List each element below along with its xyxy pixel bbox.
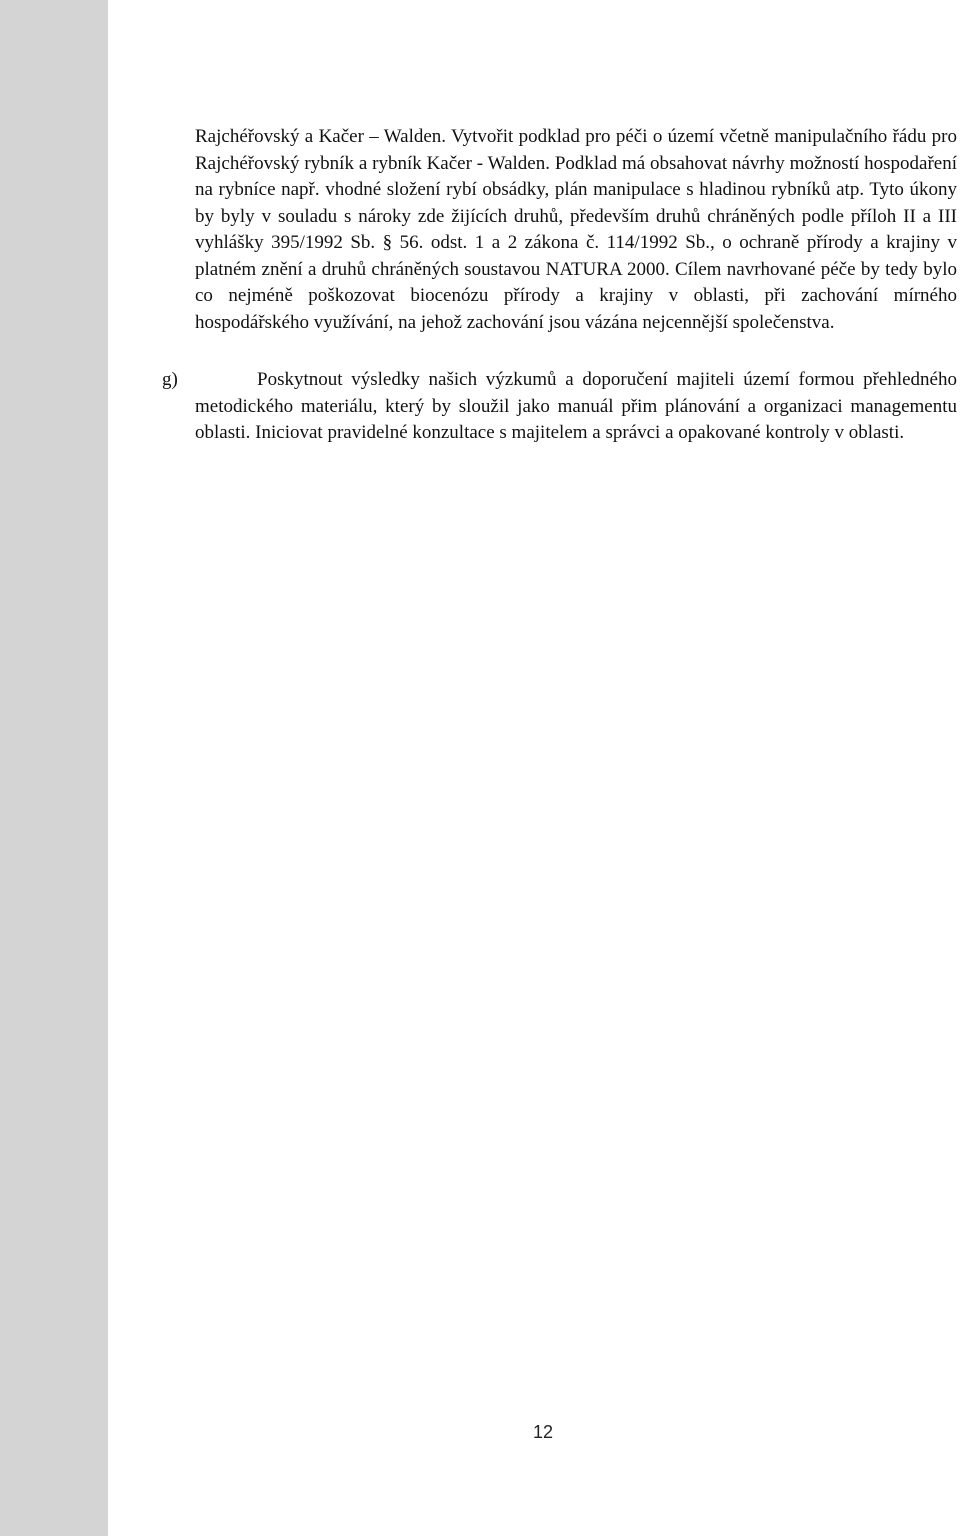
- list-item-text: Poskytnout výsledky našich výzkumů a doporučení majiteli území formou přehledného metodického materiálu, který by sloužil jako manuál přim plánování a organizaci managementu oblasti. Iniciovat pravidelné konzultace s majitelem a správci a opakované kontroly v oblasti.: [195, 369, 957, 443]
- list-item-g: [162, 367, 957, 447]
- list-marker: g): [162, 369, 178, 390]
- document-body: [162, 124, 957, 447]
- page-side-band: [0, 0, 108, 1536]
- page-number: 12: [532, 1422, 554, 1442]
- continued-paragraph: Rajchéřovský a Kačer – Walden. Vytvořit podklad pro péči o území včetně manipulačního řádu pro Rajchéřovský rybník a rybník Kačer - Walden. Podklad má obsahovat návrhy možností hospodaření na rybníce např. vhodné složení rybí obsádky, plán manipulace s hladinou rybníků atp. Tyto úkony by byly v souladu s nároky zde žijících druhů, především druhů chráněných podle příloh II a III vyhlášky 395/1992 Sb. § 56. odst. 1 a 2 zákona č. 114/1992 Sb., o ochraně přírody a krajiny v platném znění a druhů chráněných soustavou NATURA 2000. Cílem navrhované péče by tedy bylo co nejméně poškozovat biocenózu přírody a krajiny v oblasti, při zachování mírného hospodářského využívání, na jehož zachování jsou vázána nejcennější společenstva.: [195, 126, 957, 333]
